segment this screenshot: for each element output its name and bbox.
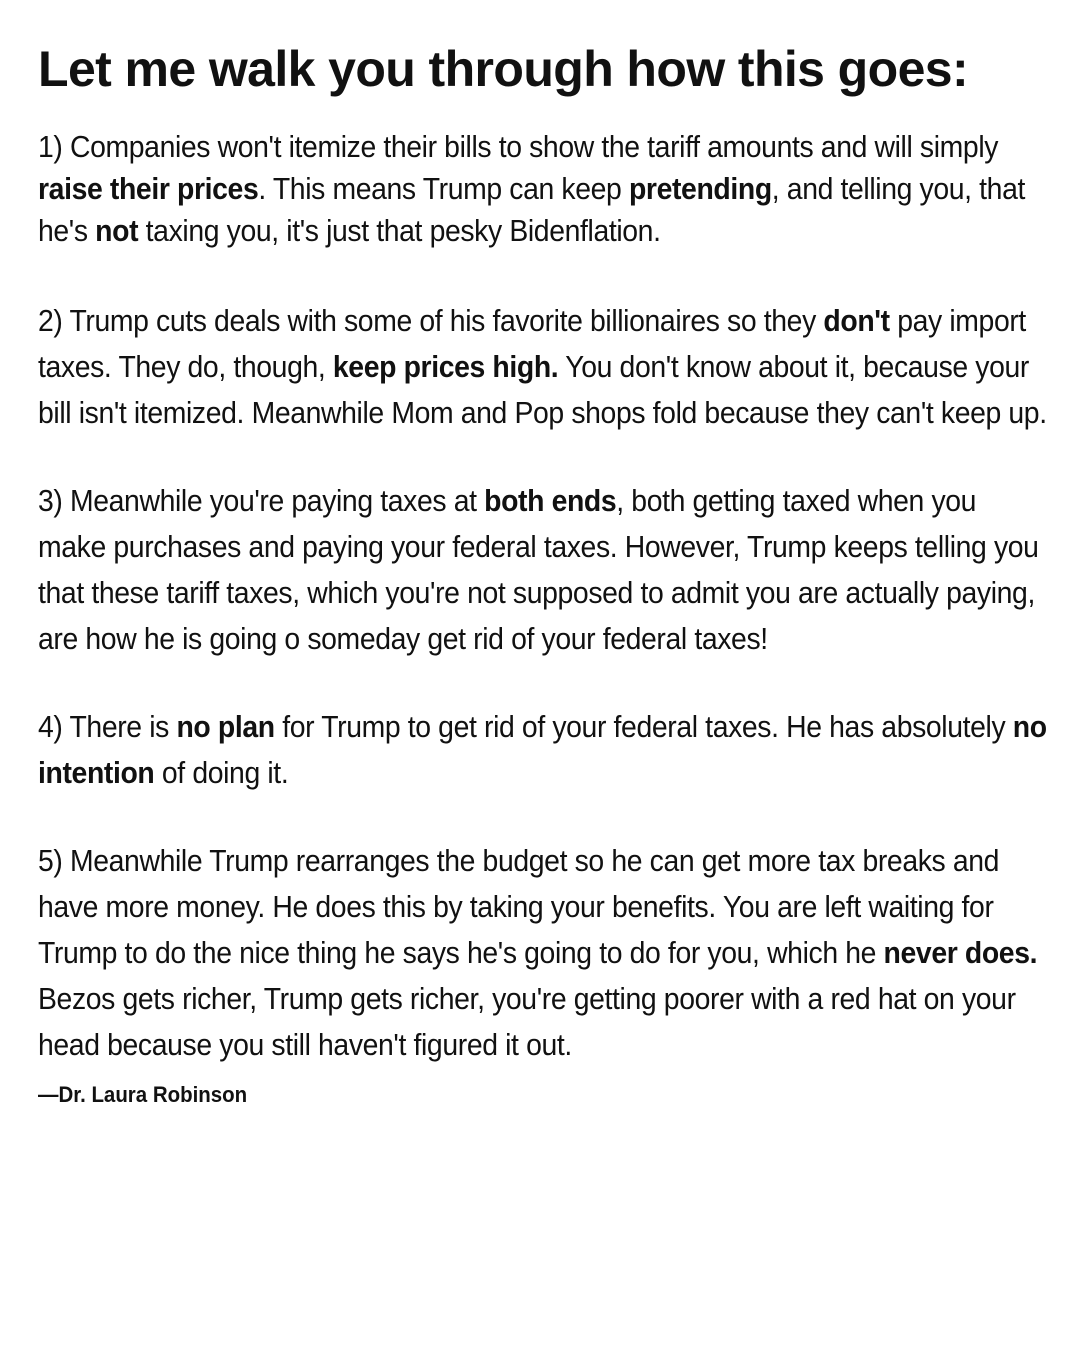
paragraph-2 xyxy=(38,298,1047,436)
p1-bold-raise-prices: raise their prices xyxy=(38,172,259,206)
page-title: Let me walk you through how this goes: xyxy=(38,41,969,97)
p1-bold-pretending: pretending xyxy=(628,172,772,206)
p4-text-d: of doing it. xyxy=(154,756,289,790)
author-signature: —Dr. Laura Robinson xyxy=(38,1082,248,1107)
p4-bold-no-intention: no intention xyxy=(38,710,1047,790)
p1-text-e: taxing you, it's just that pesky Bidenflation. xyxy=(138,214,661,248)
p2-text-d: You don't know about it, because your bill isn't itemized. Meanwhile Mom and Pop shops fold because they can't keep up. xyxy=(38,350,1047,430)
paragraph-5 xyxy=(38,838,1047,1068)
p2-text-a: 2) Trump cuts deals with some of his favorite billionaires so they xyxy=(38,304,824,338)
p2-bold-keep-prices-high: keep prices high. xyxy=(332,350,559,384)
p3-text-a: 3) Meanwhile you're paying taxes at xyxy=(38,484,485,518)
p5-text-a: 5) Meanwhile Trump rearranges the budget so he can get more tax breaks and have more money. He does this by taking your benefits. You are left waiting for Trump to do the nice thing he says he's going to do for you, which he xyxy=(38,844,1000,970)
p1-bold-not: not xyxy=(95,214,139,248)
document-page xyxy=(38,34,1048,1110)
p5-bold-never-does: never does. xyxy=(883,936,1038,970)
p5-text-c: Bezos gets richer, Trump gets richer, you're getting poorer with a red hat on your head because you still haven't figured it out. xyxy=(38,982,1016,1062)
p2-text-c: pay import taxes. They do, though, xyxy=(38,304,1026,384)
p4-text-c: for Trump to get rid of your federal taxes. He has absolutely xyxy=(274,710,1013,744)
p3-bold-both-ends: both ends xyxy=(484,484,617,518)
p1-text-c: . This means Trump can keep xyxy=(258,172,629,206)
p1-text-a: 1) Companies won't itemize their bills to show the tariff amounts and will simply xyxy=(38,130,999,164)
p4-bold-no-plan: no plan xyxy=(176,710,275,744)
paragraph-1 xyxy=(38,126,1047,252)
p1-text-d: , and telling you, that he's xyxy=(38,172,1026,248)
p2-bold-dont: don't xyxy=(823,304,890,338)
p4-text-a: 4) There is xyxy=(38,710,177,744)
paragraph-4 xyxy=(38,704,1047,796)
paragraph-3 xyxy=(38,478,1047,662)
p3-text-c: , both getting taxed when you make purchases and paying your federal taxes. However, Trump keeps telling you that these tariff taxes, which you're not supposed to admit you are actually paying, are how he is going o someday get rid of your federal taxes! xyxy=(38,484,1039,656)
